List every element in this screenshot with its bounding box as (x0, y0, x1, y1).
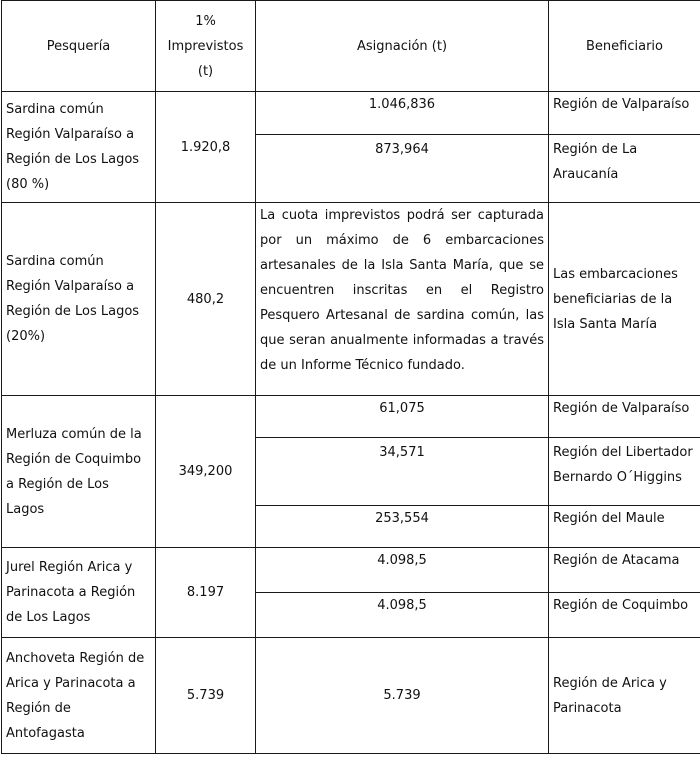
beneficiario-cell: Las embarcaciones beneficiarias de la Isla Santa María (549, 203, 700, 396)
pesqueria-cell: Jurel Región Arica y Parinacota a Región de Los Lagos (2, 548, 156, 638)
imprevistos-cell: 5.739 (156, 638, 256, 754)
header-imprevistos (156, 1, 256, 92)
beneficiario-cell: Región de La Araucanía (549, 135, 700, 203)
header-imprevistos-line2: Imprevistos (167, 38, 244, 54)
table-row (2, 92, 700, 135)
header-pesqueria: Pesquería (2, 1, 156, 92)
header-imprevistos-line1: 1% (195, 13, 216, 29)
imprevistos-cell: 480,2 (156, 203, 256, 396)
table-row (2, 396, 700, 438)
beneficiario-cell: Región de Valparaíso (549, 92, 700, 135)
imprevistos-cell: 8.197 (156, 548, 256, 638)
beneficiario-cell: Región del Libertador Bernardo O´Higgins (549, 438, 700, 506)
asignacion-cell: 253,554 (256, 506, 549, 548)
pesqueria-cell: Sardina común Región Valparaíso a Región de Los Lagos (20%) (2, 203, 156, 396)
asignacion-cell: La cuota imprevistos podrá ser capturada por un máximo de 6 embarcaciones artesanales de la Isla Santa María, que se encuentren inscritas en el Registro Pesquero Artesanal de sardina común, las que seran anualmente informadas a través de un Informe Técnico fundado. (256, 203, 549, 396)
beneficiario-cell: Región del Maule (549, 506, 700, 548)
quota-table (1, 0, 700, 754)
asignacion-cell: 1.046,836 (256, 92, 549, 135)
pesqueria-cell: Anchoveta Región de Arica y Parinacota a Región de Antofagasta (2, 638, 156, 754)
table-row (2, 638, 700, 754)
pesqueria-cell: Sardina común Región Valparaíso a Región de Los Lagos (80 %) (2, 92, 156, 203)
header-row (2, 1, 700, 92)
asignacion-cell: 4.098,5 (256, 593, 549, 638)
table-row (2, 548, 700, 593)
asignacion-cell: 873,964 (256, 135, 549, 203)
beneficiario-cell: Región de Coquimbo (549, 593, 700, 638)
header-imprevistos-line3: (t) (197, 63, 214, 79)
imprevistos-cell: 349,200 (156, 396, 256, 548)
asignacion-cell: 5.739 (256, 638, 549, 754)
imprevistos-cell: 1.920,8 (156, 92, 256, 203)
beneficiario-cell: Región de Valparaíso (549, 396, 700, 438)
header-asignacion: Asignación (t) (256, 1, 549, 92)
table-row (2, 203, 700, 396)
beneficiario-cell: Región de Atacama (549, 548, 700, 593)
pesqueria-cell: Merluza común de la Región de Coquimbo a Región de Los Lagos (2, 396, 156, 548)
beneficiario-cell: Región de Arica y Parinacota (549, 638, 700, 754)
header-beneficiario: Beneficiario (549, 1, 700, 92)
asignacion-cell: 34,571 (256, 438, 549, 506)
asignacion-cell: 61,075 (256, 396, 549, 438)
asignacion-cell: 4.098,5 (256, 548, 549, 593)
